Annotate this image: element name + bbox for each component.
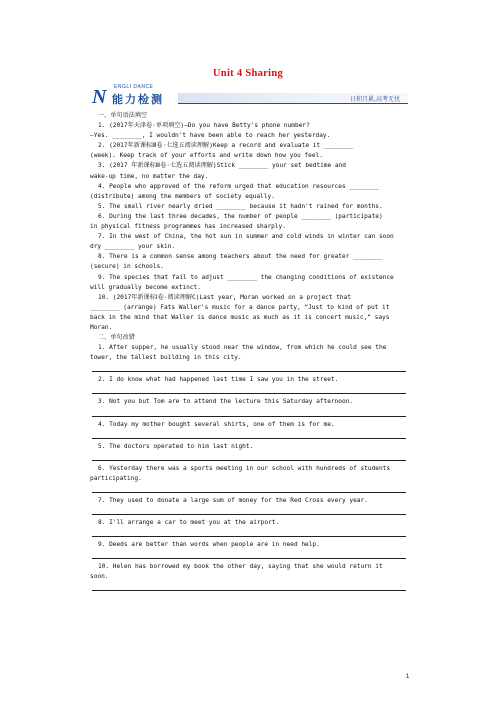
section1-item	[90, 141, 408, 161]
section2-item	[90, 464, 408, 493]
section2-item	[90, 496, 408, 515]
section1-list	[90, 121, 408, 333]
section1-item	[90, 161, 408, 181]
section2-item	[90, 540, 408, 559]
item-line: participating.	[90, 474, 142, 482]
item-line: 3. (2017 年新课标Ⅲ卷·七选五阅读理解)Stick ________ your set bedtime and	[98, 162, 346, 170]
item-line: 2. I do know what had happened last time I saw you in the street.	[98, 376, 339, 384]
item-line: tower, the tallest building in this city.	[90, 354, 242, 362]
answer-line[interactable]	[92, 484, 406, 493]
item-line: 3. Not you but Tom are to attend the lecture this Saturday afternoon.	[98, 398, 354, 406]
section1-item	[90, 252, 408, 272]
answer-line[interactable]	[92, 408, 406, 417]
section1-item	[90, 202, 408, 212]
section2-list	[90, 343, 408, 591]
item-line: 6. Yesterday there was a sports meeting in our school with hundreds of students	[98, 464, 391, 472]
section2-item	[90, 518, 408, 537]
answer-line[interactable]	[92, 452, 406, 461]
exercise-content	[90, 111, 408, 594]
item-line: wake-up time, no matter the day.	[90, 172, 209, 180]
item-line: 4. Today my mother bought several shirts, one of them is for me.	[98, 420, 335, 428]
section-banner	[92, 84, 408, 108]
item-line: 9. The species that fail to adjust ________ the changing conditions of existence	[98, 273, 394, 281]
item-line: back in the mind that Waller is dance music as much as it is concert music,” says	[90, 313, 390, 321]
banner-letter: N	[92, 86, 107, 108]
item-line: 7. They used to donate a large sum of money for the Red Cross every year.	[98, 496, 368, 504]
item-line: Moran.	[90, 323, 113, 331]
section1-item	[90, 121, 408, 141]
section1-item	[90, 182, 408, 202]
section2-item	[90, 343, 408, 372]
item-line: 2. (2017年新课标Ⅲ卷·七选五阅读理解)Keep a record and evaluate it ________	[98, 142, 354, 150]
item-line: ________ (arrange) Fats Waller's music for a dance party, “Just to kind of put it	[90, 303, 390, 311]
item-line: 1. (2017年天津卷·单项填空)—Do you have Betty's phone number?	[98, 122, 310, 130]
section1-item	[90, 273, 408, 293]
item-line: soon.	[90, 573, 109, 581]
section1-item	[90, 232, 408, 252]
item-line: 1. After supper, he usually stood near the window, from which he could see the	[98, 344, 387, 352]
section2-item	[90, 420, 408, 439]
section2-item	[90, 397, 408, 416]
answer-line[interactable]	[92, 430, 406, 439]
item-line: will gradually become extinct.	[90, 283, 201, 291]
item-line: 10. Helen has borrowed my book the other day, saying that she would return it	[98, 563, 383, 571]
section2-item	[90, 442, 408, 461]
section1-item	[90, 293, 408, 333]
answer-line[interactable]	[92, 363, 406, 372]
item-line: 6. During the last three decades, the number of people ________ (participate)	[98, 212, 383, 220]
item-line: (secure) in schools.	[90, 263, 164, 271]
item-line: 10. (2017年新课标Ⅰ卷·阅读理解C)Last year, Moran worked on a project that	[98, 293, 352, 301]
answer-line[interactable]	[92, 506, 406, 515]
section2-heading: 二、单句改错	[98, 334, 135, 342]
item-line: in physical fitness programmes has increased sharply.	[90, 223, 286, 231]
answer-line[interactable]	[92, 385, 406, 394]
answer-line[interactable]	[92, 582, 406, 591]
section2-item	[90, 375, 408, 394]
item-line: 5. The doctors operated to him last night.	[98, 442, 254, 450]
item-line: (distribute) among the members of society equally.	[90, 192, 275, 200]
section1-item	[90, 212, 408, 232]
answer-line[interactable]	[92, 550, 406, 559]
item-line: 7. In the west of China, the hot sun in summer and cold winds in winter can soon	[98, 233, 394, 241]
item-line: dry ________ your skin.	[90, 243, 176, 251]
item-line: 8. There is a common sense among teachers about the need for greater ________	[98, 253, 383, 261]
item-line: 8. I'll arrange a car to meet you at the airport.	[98, 519, 280, 526]
banner-english-tag: ENGLI DANCE	[114, 84, 154, 90]
page-number: 1	[406, 674, 410, 680]
item-line: (week). Keep track of your efforts and write down how you feel.	[90, 152, 323, 160]
item-line: 9. Deeds are better than words when people are in need help.	[98, 541, 320, 549]
banner-slogan: 日积月累,高考无忧	[350, 96, 400, 103]
section1-heading: 一、单句语法填空	[98, 112, 148, 119]
answer-line[interactable]	[92, 528, 406, 537]
item-line: 4. People who approved of the reform urged that education resources ________	[98, 182, 379, 190]
page-title: Unit 4 Sharing	[212, 68, 284, 79]
banner-heading: 能力检测	[112, 93, 164, 106]
section2-item	[90, 562, 408, 591]
item-line: —Yes. ________, I wouldn't have been able to reach her yesterday.	[90, 132, 331, 140]
item-line: 5. The small river nearly dried ________ because it hadn't rained for months.	[98, 202, 383, 210]
